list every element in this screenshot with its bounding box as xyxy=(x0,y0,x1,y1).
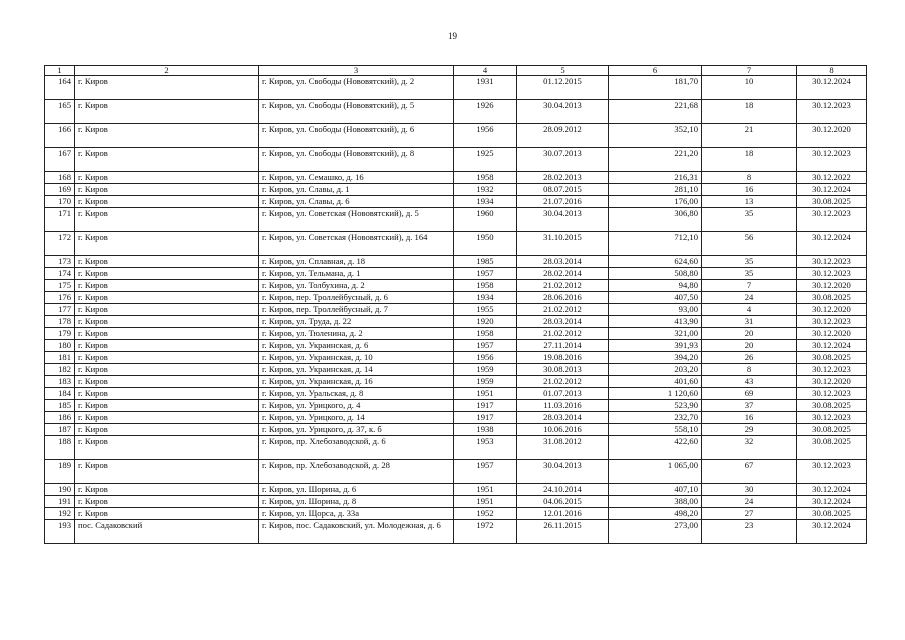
page-number: 19 xyxy=(448,31,457,41)
locality-cell: г. Киров xyxy=(75,268,259,280)
address-cell: г. Киров, ул. Урицкого, д. 4 xyxy=(259,400,454,412)
date-cell: 30.04.2013 xyxy=(517,208,609,232)
table-row xyxy=(45,412,867,424)
table-row xyxy=(45,364,867,376)
date-cell: 27.11.2014 xyxy=(517,340,609,352)
locality-cell: г. Киров xyxy=(75,364,259,376)
column-header: 5 xyxy=(517,66,609,76)
locality-cell: г. Киров xyxy=(75,496,259,508)
apartments-cell: 27 xyxy=(702,508,797,520)
deadline-cell: 30.12.2020 xyxy=(797,328,867,340)
column-number-row xyxy=(45,66,867,76)
apartments-cell: 21 xyxy=(702,124,797,148)
table-row xyxy=(45,352,867,364)
date-cell: 10.06.2016 xyxy=(517,424,609,436)
date-cell: 28.06.2016 xyxy=(517,292,609,304)
date-cell: 08.07.2015 xyxy=(517,184,609,196)
row-number: 192 xyxy=(45,508,75,520)
date-cell: 30.08.2013 xyxy=(517,364,609,376)
table-row xyxy=(45,268,867,280)
deadline-cell: 30.12.2022 xyxy=(797,172,867,184)
area-cell: 413,90 xyxy=(609,316,702,328)
area-cell: 221,20 xyxy=(609,148,702,172)
address-cell: г. Киров, ул. Украинская, д. 6 xyxy=(259,340,454,352)
row-number: 171 xyxy=(45,208,75,232)
year-built-cell: 1958 xyxy=(454,172,517,184)
date-cell: 28.03.2014 xyxy=(517,316,609,328)
address-cell: г. Киров, пер. Троллейбусный, д. 6 xyxy=(259,292,454,304)
area-cell: 216,31 xyxy=(609,172,702,184)
address-cell: г. Киров, ул. Украинская, д. 14 xyxy=(259,364,454,376)
locality-cell: г. Киров xyxy=(75,484,259,496)
address-cell: г. Киров, ул. Украинская, д. 10 xyxy=(259,352,454,364)
deadline-cell: 30.12.2024 xyxy=(797,520,867,544)
address-cell: г. Киров, пер. Троллейбусный, д. 7 xyxy=(259,304,454,316)
date-cell: 12.01.2016 xyxy=(517,508,609,520)
column-header: 7 xyxy=(702,66,797,76)
year-built-cell: 1953 xyxy=(454,436,517,460)
table-row xyxy=(45,496,867,508)
row-number: 177 xyxy=(45,304,75,316)
address-cell: г. Киров, ул. Щорса, д. 33а xyxy=(259,508,454,520)
date-cell: 19.08.2016 xyxy=(517,352,609,364)
row-number: 181 xyxy=(45,352,75,364)
apartments-cell: 30 xyxy=(702,484,797,496)
table-row xyxy=(45,256,867,268)
deadline-cell: 30.12.2020 xyxy=(797,304,867,316)
year-built-cell: 1932 xyxy=(454,184,517,196)
column-header: 2 xyxy=(75,66,259,76)
date-cell: 28.09.2012 xyxy=(517,124,609,148)
year-built-cell: 1972 xyxy=(454,520,517,544)
deadline-cell: 30.08.2025 xyxy=(797,196,867,208)
area-cell: 391,93 xyxy=(609,340,702,352)
year-built-cell: 1917 xyxy=(454,412,517,424)
year-built-cell: 1925 xyxy=(454,148,517,172)
area-cell: 401,60 xyxy=(609,376,702,388)
date-cell: 30.04.2013 xyxy=(517,460,609,484)
date-cell: 31.10.2015 xyxy=(517,232,609,256)
address-cell: г. Киров, ул. Тельмана, д. 1 xyxy=(259,268,454,280)
apartments-cell: 23 xyxy=(702,520,797,544)
row-number: 187 xyxy=(45,424,75,436)
locality-cell: г. Киров xyxy=(75,292,259,304)
area-cell: 558,10 xyxy=(609,424,702,436)
date-cell: 01.12.2015 xyxy=(517,76,609,100)
date-cell: 30.04.2013 xyxy=(517,100,609,124)
deadline-cell: 30.12.2023 xyxy=(797,364,867,376)
area-cell: 407,50 xyxy=(609,292,702,304)
deadline-cell: 30.08.2025 xyxy=(797,508,867,520)
area-cell: 352,10 xyxy=(609,124,702,148)
year-built-cell: 1958 xyxy=(454,280,517,292)
area-cell: 712,10 xyxy=(609,232,702,256)
column-header: 8 xyxy=(797,66,867,76)
address-cell: г. Киров, пр. Хлебозаводской, д. 28 xyxy=(259,460,454,484)
area-cell: 94,80 xyxy=(609,280,702,292)
area-cell: 273,00 xyxy=(609,520,702,544)
locality-cell: г. Киров xyxy=(75,436,259,460)
row-number: 167 xyxy=(45,148,75,172)
year-built-cell: 1960 xyxy=(454,208,517,232)
apartments-cell: 67 xyxy=(702,460,797,484)
address-cell: г. Киров, ул. Свободы (Нововятский), д. 5 xyxy=(259,100,454,124)
apartments-cell: 29 xyxy=(702,424,797,436)
row-number: 180 xyxy=(45,340,75,352)
row-number: 183 xyxy=(45,376,75,388)
row-number: 166 xyxy=(45,124,75,148)
apartments-cell: 8 xyxy=(702,172,797,184)
apartments-cell: 18 xyxy=(702,100,797,124)
table-row xyxy=(45,172,867,184)
date-cell: 31.08.2012 xyxy=(517,436,609,460)
deadline-cell: 30.08.2025 xyxy=(797,400,867,412)
address-cell: г. Киров, ул. Тюленина, д. 2 xyxy=(259,328,454,340)
area-cell: 281,10 xyxy=(609,184,702,196)
deadline-cell: 30.12.2023 xyxy=(797,460,867,484)
date-cell: 21.02.2012 xyxy=(517,328,609,340)
row-number: 175 xyxy=(45,280,75,292)
year-built-cell: 1959 xyxy=(454,364,517,376)
address-cell: г. Киров, ул. Украинская, д. 16 xyxy=(259,376,454,388)
date-cell: 26.11.2015 xyxy=(517,520,609,544)
column-header: 4 xyxy=(454,66,517,76)
year-built-cell: 1931 xyxy=(454,76,517,100)
apartments-cell: 43 xyxy=(702,376,797,388)
year-built-cell: 1955 xyxy=(454,304,517,316)
row-number: 164 xyxy=(45,76,75,100)
apartments-cell: 35 xyxy=(702,256,797,268)
locality-cell: г. Киров xyxy=(75,232,259,256)
year-built-cell: 1957 xyxy=(454,268,517,280)
table-row xyxy=(45,400,867,412)
table-row xyxy=(45,460,867,484)
apartments-cell: 24 xyxy=(702,496,797,508)
year-built-cell: 1951 xyxy=(454,496,517,508)
apartments-cell: 4 xyxy=(702,304,797,316)
area-cell: 422,60 xyxy=(609,436,702,460)
address-cell: г. Киров, ул. Толбухина, д. 2 xyxy=(259,280,454,292)
area-cell: 394,20 xyxy=(609,352,702,364)
locality-cell: г. Киров xyxy=(75,388,259,400)
table-row xyxy=(45,376,867,388)
row-number: 191 xyxy=(45,496,75,508)
apartments-cell: 26 xyxy=(702,352,797,364)
year-built-cell: 1926 xyxy=(454,100,517,124)
table-row xyxy=(45,208,867,232)
date-cell: 11.03.2016 xyxy=(517,400,609,412)
apartments-cell: 37 xyxy=(702,400,797,412)
table-row xyxy=(45,184,867,196)
row-number: 174 xyxy=(45,268,75,280)
table-row xyxy=(45,100,867,124)
area-cell: 624,60 xyxy=(609,256,702,268)
row-number: 169 xyxy=(45,184,75,196)
address-cell: г. Киров, ул. Свободы (Нововятский), д. 8 xyxy=(259,148,454,172)
row-number: 176 xyxy=(45,292,75,304)
year-built-cell: 1917 xyxy=(454,400,517,412)
column-header: 6 xyxy=(609,66,702,76)
table-row xyxy=(45,520,867,544)
apartments-cell: 35 xyxy=(702,268,797,280)
date-cell: 30.07.2013 xyxy=(517,148,609,172)
area-cell: 181,70 xyxy=(609,76,702,100)
deadline-cell: 30.08.2025 xyxy=(797,424,867,436)
row-number: 188 xyxy=(45,436,75,460)
locality-cell: г. Киров xyxy=(75,376,259,388)
table-row xyxy=(45,280,867,292)
address-cell: г. Киров, ул. Уральская, д. 8 xyxy=(259,388,454,400)
table-row xyxy=(45,328,867,340)
apartments-cell: 13 xyxy=(702,196,797,208)
year-built-cell: 1934 xyxy=(454,292,517,304)
column-header: 1 xyxy=(45,66,75,76)
table-row xyxy=(45,484,867,496)
table-row xyxy=(45,196,867,208)
year-built-cell: 1959 xyxy=(454,376,517,388)
apartments-cell: 16 xyxy=(702,184,797,196)
apartments-cell: 16 xyxy=(702,412,797,424)
area-cell: 221,68 xyxy=(609,100,702,124)
row-number: 186 xyxy=(45,412,75,424)
address-cell: г. Киров, ул. Славы, д. 6 xyxy=(259,196,454,208)
table-row xyxy=(45,124,867,148)
area-cell: 508,80 xyxy=(609,268,702,280)
housing-registry-table xyxy=(44,65,867,544)
row-number: 184 xyxy=(45,388,75,400)
year-built-cell: 1957 xyxy=(454,460,517,484)
apartments-cell: 31 xyxy=(702,316,797,328)
apartments-cell: 24 xyxy=(702,292,797,304)
area-cell: 176,00 xyxy=(609,196,702,208)
locality-cell: г. Киров xyxy=(75,256,259,268)
address-cell: г. Киров, ул. Шорина, д. 6 xyxy=(259,484,454,496)
deadline-cell: 30.08.2025 xyxy=(797,436,867,460)
apartments-cell: 20 xyxy=(702,340,797,352)
area-cell: 306,80 xyxy=(609,208,702,232)
deadline-cell: 30.12.2023 xyxy=(797,100,867,124)
row-number: 182 xyxy=(45,364,75,376)
address-cell: г. Киров, ул. Труда, д. 22 xyxy=(259,316,454,328)
table-row xyxy=(45,76,867,100)
row-number: 190 xyxy=(45,484,75,496)
date-cell: 28.02.2014 xyxy=(517,268,609,280)
locality-cell: г. Киров xyxy=(75,196,259,208)
table-row xyxy=(45,424,867,436)
locality-cell: г. Киров xyxy=(75,184,259,196)
year-built-cell: 1950 xyxy=(454,232,517,256)
apartments-cell: 8 xyxy=(702,364,797,376)
row-number: 168 xyxy=(45,172,75,184)
locality-cell: г. Киров xyxy=(75,412,259,424)
locality-cell: г. Киров xyxy=(75,100,259,124)
apartments-cell: 18 xyxy=(702,148,797,172)
locality-cell: г. Киров xyxy=(75,328,259,340)
locality-cell: г. Киров xyxy=(75,316,259,328)
row-number: 170 xyxy=(45,196,75,208)
locality-cell: г. Киров xyxy=(75,172,259,184)
deadline-cell: 30.12.2020 xyxy=(797,124,867,148)
locality-cell: г. Киров xyxy=(75,148,259,172)
date-cell: 01.07.2013 xyxy=(517,388,609,400)
apartments-cell: 10 xyxy=(702,76,797,100)
year-built-cell: 1952 xyxy=(454,508,517,520)
year-built-cell: 1951 xyxy=(454,388,517,400)
table-row xyxy=(45,316,867,328)
locality-cell: г. Киров xyxy=(75,352,259,364)
year-built-cell: 1951 xyxy=(454,484,517,496)
date-cell: 28.03.2014 xyxy=(517,412,609,424)
deadline-cell: 30.12.2023 xyxy=(797,268,867,280)
apartments-cell: 32 xyxy=(702,436,797,460)
table-row xyxy=(45,292,867,304)
deadline-cell: 30.08.2025 xyxy=(797,292,867,304)
deadline-cell: 30.12.2024 xyxy=(797,484,867,496)
row-number: 185 xyxy=(45,400,75,412)
address-cell: г. Киров, ул. Шорина, д. 8 xyxy=(259,496,454,508)
deadline-cell: 30.12.2020 xyxy=(797,280,867,292)
date-cell: 21.02.2012 xyxy=(517,376,609,388)
address-cell: г. Киров, ул. Семашко, д. 16 xyxy=(259,172,454,184)
locality-cell: г. Киров xyxy=(75,76,259,100)
locality-cell: г. Киров xyxy=(75,400,259,412)
deadline-cell: 30.12.2024 xyxy=(797,76,867,100)
date-cell: 28.03.2014 xyxy=(517,256,609,268)
year-built-cell: 1985 xyxy=(454,256,517,268)
row-number: 189 xyxy=(45,460,75,484)
table-row xyxy=(45,388,867,400)
address-cell: г. Киров, ул. Урицкого, д. 14 xyxy=(259,412,454,424)
deadline-cell: 30.12.2023 xyxy=(797,148,867,172)
table-row xyxy=(45,340,867,352)
address-cell: г. Киров, ул. Славы, д. 1 xyxy=(259,184,454,196)
area-cell: 203,20 xyxy=(609,364,702,376)
area-cell: 321,00 xyxy=(609,328,702,340)
address-cell: г. Киров, пос. Садаковский, ул. Молодежная, д. 6 xyxy=(259,520,454,544)
deadline-cell: 30.12.2024 xyxy=(797,184,867,196)
row-number: 193 xyxy=(45,520,75,544)
deadline-cell: 30.12.2023 xyxy=(797,208,867,232)
address-cell: г. Киров, ул. Свободы (Нововятский), д. 6 xyxy=(259,124,454,148)
locality-cell: г. Киров xyxy=(75,208,259,232)
row-number: 178 xyxy=(45,316,75,328)
row-number: 172 xyxy=(45,232,75,256)
deadline-cell: 30.12.2024 xyxy=(797,232,867,256)
year-built-cell: 1958 xyxy=(454,328,517,340)
row-number: 165 xyxy=(45,100,75,124)
locality-cell: г. Киров xyxy=(75,340,259,352)
deadline-cell: 30.12.2023 xyxy=(797,412,867,424)
locality-cell: г. Киров xyxy=(75,508,259,520)
locality-cell: г. Киров xyxy=(75,304,259,316)
table-row xyxy=(45,508,867,520)
registry-body xyxy=(45,76,867,544)
table-row xyxy=(45,436,867,460)
address-cell: г. Киров, ул. Свободы (Нововятский), д. 2 xyxy=(259,76,454,100)
area-cell: 407,10 xyxy=(609,484,702,496)
address-cell: г. Киров, пр. Хлебозаводской, д. 6 xyxy=(259,436,454,460)
deadline-cell: 30.12.2020 xyxy=(797,376,867,388)
area-cell: 1 065,00 xyxy=(609,460,702,484)
date-cell: 24.10.2014 xyxy=(517,484,609,496)
table-row xyxy=(45,304,867,316)
area-cell: 93,00 xyxy=(609,304,702,316)
apartments-cell: 7 xyxy=(702,280,797,292)
address-cell: г. Киров, ул. Урицкого, д. 37, к. б xyxy=(259,424,454,436)
locality-cell: г. Киров xyxy=(75,280,259,292)
year-built-cell: 1938 xyxy=(454,424,517,436)
table-row xyxy=(45,232,867,256)
date-cell: 21.02.2012 xyxy=(517,280,609,292)
apartments-cell: 56 xyxy=(702,232,797,256)
column-header: 3 xyxy=(259,66,454,76)
address-cell: г. Киров, ул. Советская (Нововятский), д. 164 xyxy=(259,232,454,256)
deadline-cell: 30.12.2024 xyxy=(797,496,867,508)
area-cell: 232,70 xyxy=(609,412,702,424)
table-row xyxy=(45,148,867,172)
locality-cell: пос. Садаковский xyxy=(75,520,259,544)
deadline-cell: 30.12.2024 xyxy=(797,340,867,352)
date-cell: 21.02.2012 xyxy=(517,304,609,316)
area-cell: 523,90 xyxy=(609,400,702,412)
deadline-cell: 30.12.2023 xyxy=(797,388,867,400)
date-cell: 04.06.2015 xyxy=(517,496,609,508)
deadline-cell: 30.12.2023 xyxy=(797,256,867,268)
year-built-cell: 1934 xyxy=(454,196,517,208)
date-cell: 21.07.2016 xyxy=(517,196,609,208)
apartments-cell: 20 xyxy=(702,328,797,340)
date-cell: 28.02.2013 xyxy=(517,172,609,184)
year-built-cell: 1920 xyxy=(454,316,517,328)
area-cell: 388,00 xyxy=(609,496,702,508)
address-cell: г. Киров, ул. Советская (Нововятский), д. 5 xyxy=(259,208,454,232)
area-cell: 1 120,60 xyxy=(609,388,702,400)
apartments-cell: 35 xyxy=(702,208,797,232)
row-number: 173 xyxy=(45,256,75,268)
year-built-cell: 1956 xyxy=(454,124,517,148)
locality-cell: г. Киров xyxy=(75,460,259,484)
address-cell: г. Киров, ул. Сплавная, д. 18 xyxy=(259,256,454,268)
row-number: 179 xyxy=(45,328,75,340)
apartments-cell: 69 xyxy=(702,388,797,400)
area-cell: 498,20 xyxy=(609,508,702,520)
year-built-cell: 1956 xyxy=(454,352,517,364)
year-built-cell: 1957 xyxy=(454,340,517,352)
locality-cell: г. Киров xyxy=(75,124,259,148)
deadline-cell: 30.08.2025 xyxy=(797,352,867,364)
deadline-cell: 30.12.2023 xyxy=(797,316,867,328)
locality-cell: г. Киров xyxy=(75,424,259,436)
